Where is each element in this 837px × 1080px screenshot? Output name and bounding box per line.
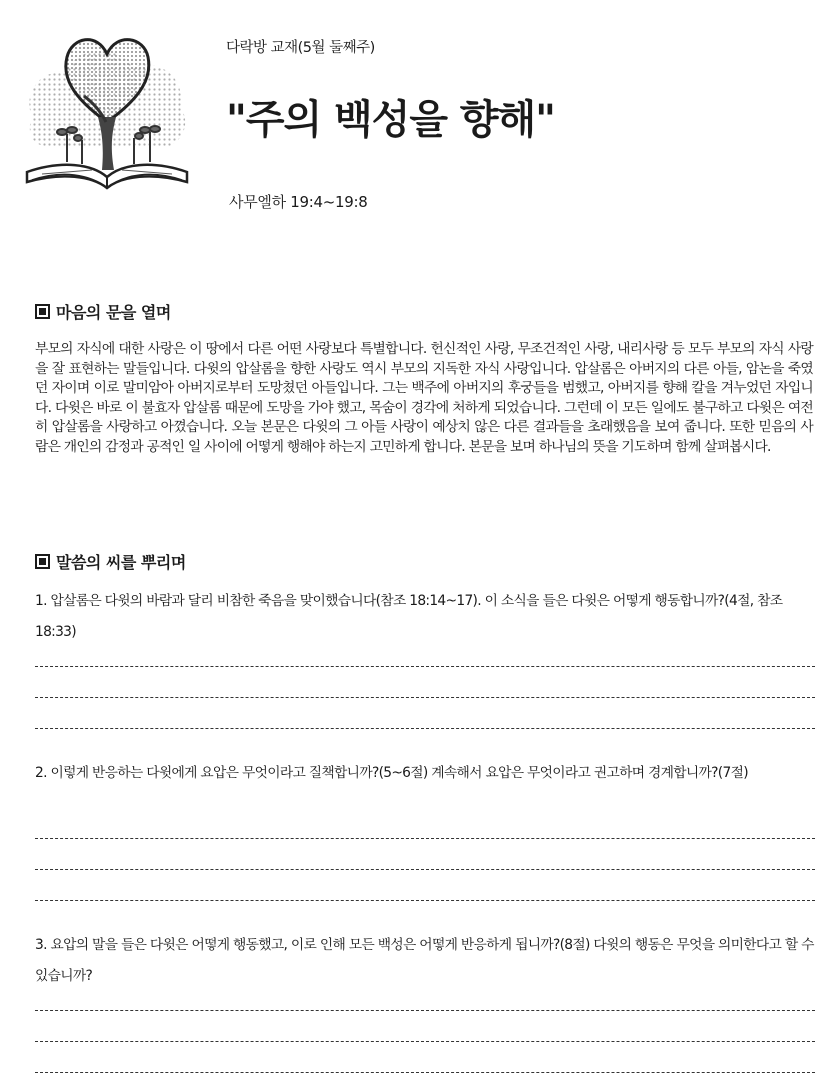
section-heading-sow-word [35,550,186,573]
answer-line[interactable] [35,839,815,870]
question-2: 2. 이렇게 반응하는 다윗에게 요압은 무엇이라고 질책합니까?(5~6절) 계속해서 요압은 무엇이라고 권고하며 경계합니까?(7절) [35,765,748,781]
answer-line[interactable] [35,1011,815,1042]
answer-area-2[interactable] [35,808,815,901]
section-heading-text: 말씀의 씨를 뿌리며 [56,553,186,572]
answer-line[interactable] [35,698,815,729]
section-heading-open-heart [35,300,171,323]
answer-area-1[interactable] [35,636,815,729]
scripture-reference: 사무엘하 19:4~19:8 [229,193,368,211]
answer-line[interactable] [35,870,815,901]
section-bullet-icon [35,554,50,569]
answer-line[interactable] [35,667,815,698]
heart-tree-book-icon [22,22,192,197]
question-3: 3. 요압의 말을 들은 다윗은 어떻게 행동했고, 이로 인해 모든 백성은 어떻게 반응하게 됩니까?(8절) 다윗의 행동은 무엇을 의미한다고 할 수 있습니까? [35,937,814,984]
intro-paragraph: 부모의 자식에 대한 사랑은 이 땅에서 다른 어떤 사랑보다 특별합니다. 헌신적인 사랑, 무조건적인 사랑, 내리사랑 등 모두 부모의 자식 사랑을 잘 표현하는 말들입니다. 다윗의 압살롬을 향한 사랑도 역시 부모의 지독한 자식 사랑입니다. 압살롬은 아버지의 다른 아들, 암논을 죽였던 자이며 이로 말미암아 아버지로부터 도망쳤던 아들입니다. 그는 백주에 아버지의 후궁들을 범했고, 아버지를 향해 칼을 겨누었던 자입니다. 다윗은 바로 이 불효자 압살롬 때문에 도망을 가야 했고, 목숨이 경각에 처하게 되었습니다. 그런데 이 모든 일에도 불구하고 다윗은 여전히 압살롬을 사랑하고 아꼈습니다. 오늘 본문은 다윗의 그 아들 사랑이 예상치 않은 다른 결과들을 초래했음을 보여 줍니다. 또한 믿음의 사람은 개인의 감정과 공적인 일 사이에 어떻게 행해야 하는지 고민하게 합니다. 본문을 보며 하나님의 뜻을 기도하며 함께 살펴봅시다. [35,341,813,455]
answer-line[interactable] [35,980,815,1011]
page-title: "주의 백성을 향해" [226,97,556,143]
question-1: 1. 압살롬은 다윗의 바람과 달리 비참한 죽음을 맞이했습니다(참조 18:14~17). 이 소식을 들은 다윗은 어떻게 행동합니까?(4절, 참조 18:33) [35,593,783,640]
material-series-label: 다락방 교재(5월 둘째주) [226,40,375,56]
answer-line[interactable] [35,636,815,667]
answer-line[interactable] [35,808,815,839]
answer-line[interactable] [35,1042,815,1073]
answer-area-3[interactable] [35,980,815,1073]
section-heading-text: 마음의 문을 열며 [56,303,171,322]
section-bullet-icon [35,304,50,319]
